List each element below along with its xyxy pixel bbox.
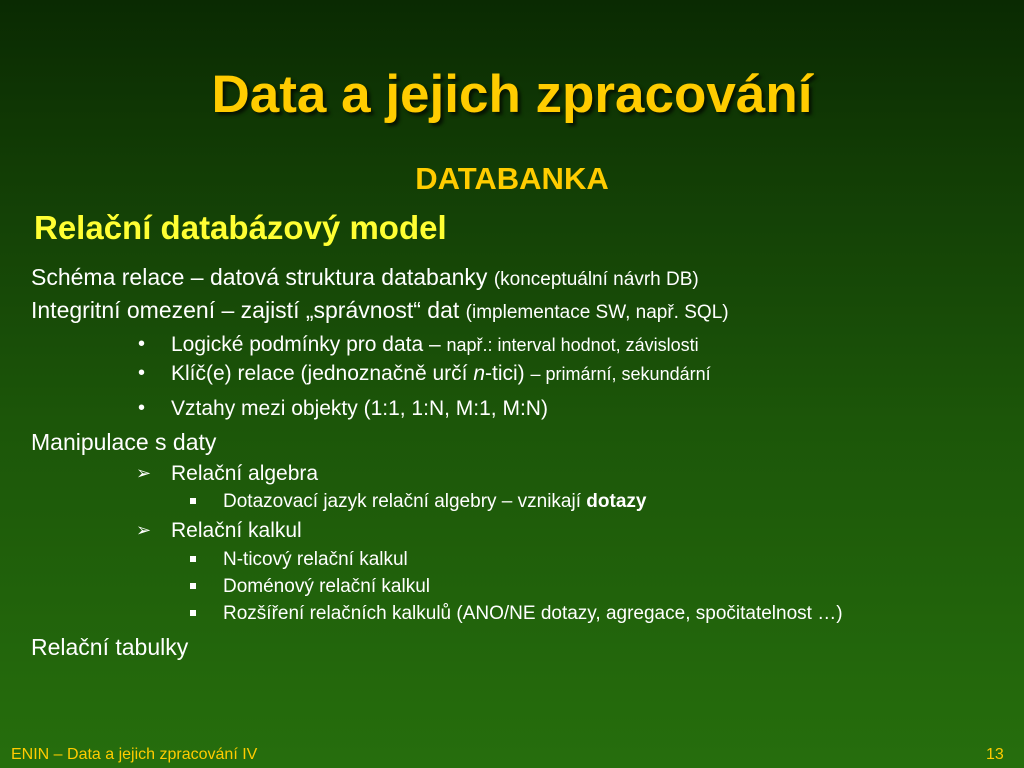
line-integrity-text: Integritní omezení – zajistí „správnost“ dat	[31, 297, 460, 323]
item-calc-ext: Rozšíření relačních kalkulů (ANO/NE dotazy, agregace, spočitatelnost …)	[223, 603, 843, 624]
bullet-conditions-text: Logické podmínky pro data –	[171, 333, 441, 356]
bullet-key-note: – primární, sekundární	[530, 364, 711, 384]
line-tables: Relační tabulky	[31, 634, 189, 660]
square-bullet-icon	[190, 610, 196, 616]
arrow-bullet-icon: ➢	[136, 463, 152, 483]
bullet-conditions	[171, 333, 699, 357]
line-schema	[31, 264, 699, 291]
bullet-key-text: Klíč(e) relace (jednoznačně určí	[171, 362, 468, 385]
item-algebra-query	[223, 491, 646, 513]
item-algebra-query-text: Dotazovací jazyk relační algebry – vznikají	[223, 491, 581, 512]
item-domain-calc: Doménový relační kalkul	[223, 576, 430, 597]
bullet-conditions-note: např.: interval hodnot, závislosti	[446, 335, 699, 355]
bullet-dot-icon: •	[138, 362, 146, 384]
section-heading: Relační databázový model	[34, 209, 447, 246]
line-schema-note: (konceptuální návrh DB)	[493, 269, 699, 290]
bullet-dot-icon: •	[138, 397, 146, 419]
square-bullet-icon	[190, 556, 196, 562]
line-integrity	[31, 297, 729, 324]
line-integrity-note: (implementace SW, např. SQL)	[465, 302, 729, 323]
bullet-relations: Vztahy mezi objekty (1:1, 1:N, M:1, M:N)	[171, 397, 548, 420]
item-algebra: Relační algebra	[171, 462, 319, 485]
item-algebra-query-bold: dotazy	[586, 491, 647, 512]
arrow-bullet-icon: ➢	[136, 520, 152, 540]
bullet-key-var: n	[473, 362, 486, 385]
bullet-key	[171, 362, 711, 386]
bullet-dot-icon: •	[138, 333, 146, 355]
slide-subtitle: DATABANKA	[415, 161, 609, 196]
line-schema-text: Schéma relace – datová struktura databanky	[31, 264, 488, 290]
square-bullet-icon	[190, 583, 196, 589]
item-tuple-calc: N-ticový relační kalkul	[223, 549, 408, 570]
footer-text: ENIN – Data a jejich zpracování IV	[11, 746, 258, 763]
line-manipulation: Manipulace s daty	[31, 429, 217, 455]
bullet-key-text2: -tici)	[485, 362, 525, 385]
square-bullet-icon	[190, 498, 196, 504]
slide-title: Data a jejich zpracování	[211, 65, 813, 124]
page-number: 13	[986, 746, 1004, 763]
item-calculus: Relační kalkul	[171, 519, 302, 542]
